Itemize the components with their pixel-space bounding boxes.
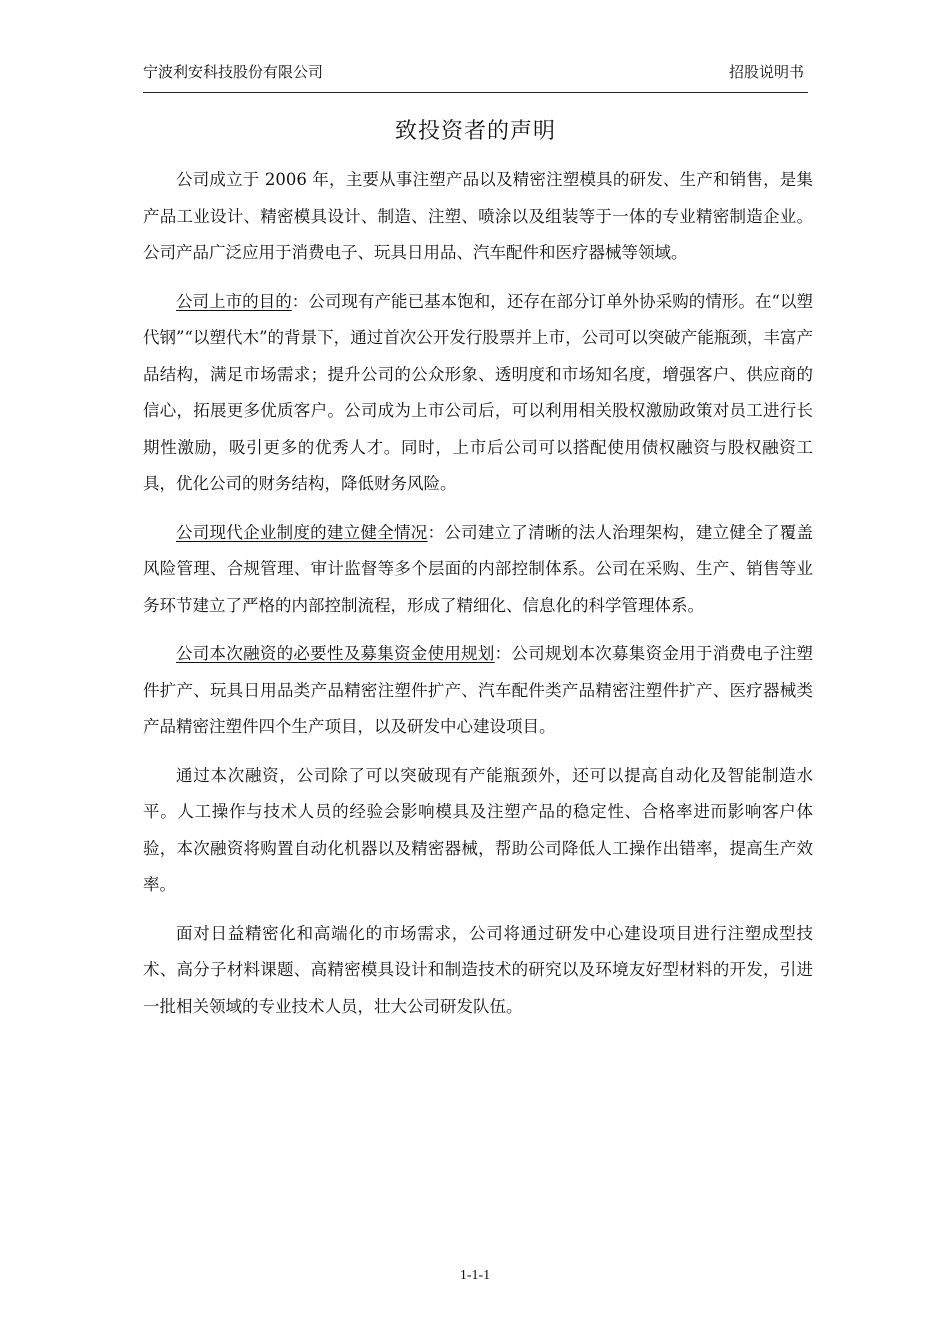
paragraph-text: 通过本次融资，公司除了可以突破现有产能瓶颈外，还可以提高自动化及智能制造水平。人工操作与技术人员的经验会影响模具及注塑产品的稳定性、合格率进而影响客户体验，本次融资将购置自动化机器以及精密器械，帮助公司降低人工操作出错率，提高生产效率。	[143, 765, 813, 894]
paragraph-heading: 公司上市的目的	[176, 291, 292, 311]
paragraph-text: ：公司现有产能已基本饱和，还存在部分订单外协采购的情形。在“以塑代钢”“以塑代木”的背景下，通过首次公开发行股票并上市，公司可以突破产能瓶颈，丰富产品结构，满足市场需求；提升公司的公众形象、透明度和市场知名度，增强客户、供应商的信心，拓展更多优质客户。公司成为上市公司后，可以利用相关股权激励政策对员工进行长期性激励，吸引更多的优秀人才。同时，上市后公司可以搭配使用债权融资与股权融资工具，优化公司的财务结构，降低财务风险。	[143, 291, 814, 493]
page-title: 致投资者的声明	[394, 119, 556, 144]
paragraph-heading: 公司现代企业制度的建立健全情况	[176, 522, 428, 542]
paragraph-company-overview	[143, 162, 813, 272]
paragraph-heading: 公司本次融资的必要性及募集资金使用规划	[176, 644, 495, 663]
paragraph-text: 面对日益精密化和高端化的市场需求，公司将通过研发中心建设项目进行注塑成型技术、高分子材料课题、高精密模具设计和制造技术的研究以及环境友好型材料的开发，引进一批相关领域的专业技术人员，壮大公司研发队伍。	[143, 923, 813, 1016]
paragraph-listing-purpose	[143, 284, 813, 503]
paragraph-text: ：公司规划本次募集资金用于消费电子注塑件扩产、玩具日用品类产品精密注塑件扩产、汽车配件类产品精密注塑件扩产、医疗器械类产品精密注塑件四个生产项目，以及研发中心建设项目。	[143, 644, 814, 736]
paragraph-text: ：公司建立了清晰的法人治理架构，建立健全了覆盖风险管理、合规管理、审计监督等多个层面的内部控制体系。公司在采购、生产、销售等业务环节建立了严格的内部控制流程，形成了精细化、信息化的科学管理体系。	[143, 522, 814, 615]
paragraph-corporate-governance	[143, 515, 813, 625]
page-header	[143, 58, 808, 93]
header-company-name: 宁波利安科技股份有限公司	[143, 63, 324, 81]
page-number: 1-1-1	[459, 1268, 491, 1283]
document-body	[143, 162, 813, 1037]
paragraph-financing-plan	[143, 636, 813, 746]
paragraph-rd-center	[143, 916, 813, 1026]
paragraph-text: 公司成立于 2006 年，主要从事注塑产品以及精密注塑模具的研发、生产和销售，是集产品工业设计、精密模具设计、制造、注塑、喷涂以及组装等于一体的专业精密制造企业。公司产品广泛应用于消费电子、玩具日用品、汽车配件和医疗器械等领域。	[143, 170, 813, 262]
paragraph-automation	[143, 758, 813, 904]
header-document-type: 招股说明书	[728, 63, 804, 81]
